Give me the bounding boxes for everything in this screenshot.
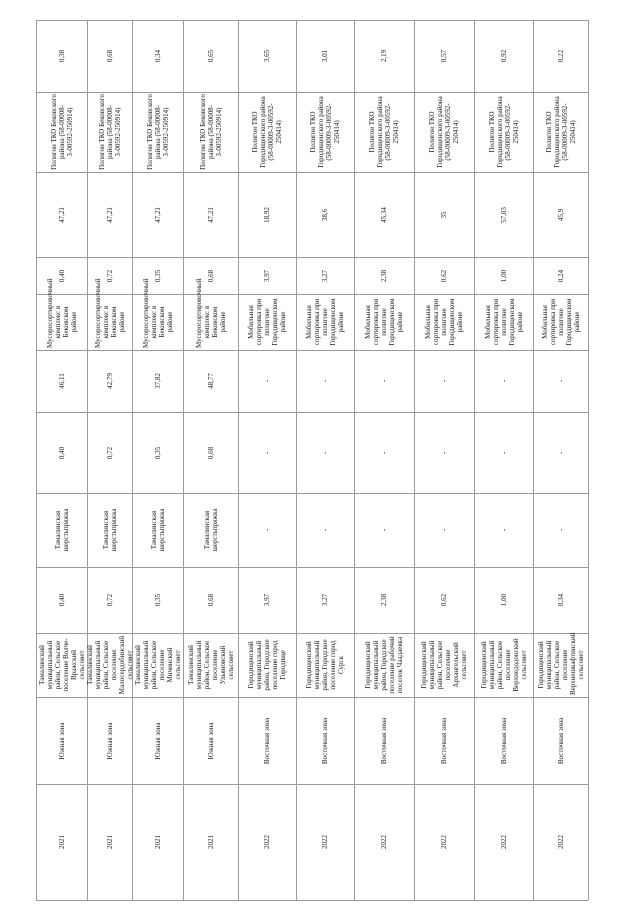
table-cell-municipality bbox=[132, 633, 183, 697]
table-cell-year bbox=[36, 784, 87, 900]
cell-text: 2022 bbox=[499, 835, 508, 849]
cell-text: 42,79 bbox=[105, 373, 114, 389]
cell-text: 47,21 bbox=[57, 206, 66, 223]
table-cell-operator bbox=[87, 493, 132, 567]
table-cell-facility bbox=[354, 294, 414, 350]
table-cell-mass4 bbox=[474, 20, 533, 92]
cell-text: 37,82 bbox=[153, 373, 162, 389]
cell-text: 45,9 bbox=[556, 208, 565, 221]
cell-text: 48,77 bbox=[206, 373, 215, 389]
cell-text: 0,22 bbox=[556, 49, 565, 63]
cell-text: Городищенский муниципальный район, Сельское поселение Архангельский сельсовет bbox=[420, 640, 468, 690]
table-cell-zone bbox=[132, 697, 183, 784]
table-cell-mass4 bbox=[183, 20, 238, 92]
table-cell-pct2 bbox=[414, 172, 474, 257]
cell-text: Мобильная сортировка при полигоне Городищенском районе bbox=[247, 298, 287, 346]
cell-text: Мусоросортировочный комплекс в Бековском районе bbox=[141, 278, 174, 348]
cell-text: Мобильная сортировка при полигоне Городищенском районе bbox=[540, 298, 581, 346]
table-cell-mass4 bbox=[533, 20, 588, 92]
cell-text: Мобильная сортировка при полигоне Городищенском районе bbox=[305, 298, 345, 346]
cell-text: 0,24 bbox=[556, 269, 565, 282]
cell-text: 2022 bbox=[440, 835, 448, 849]
cell-text: Городищенский муниципальный район, Сельское поселение Верхнедодонский сельсовет bbox=[479, 638, 528, 692]
cell-text: 0,40 bbox=[57, 269, 66, 282]
table-cell-mass2 bbox=[183, 412, 238, 493]
cell-text: 0,65 bbox=[206, 49, 215, 63]
cell-text: Полигон ТКО Бековского района (58-00008-З-00592-250914) bbox=[49, 94, 74, 170]
cell-text: 0,35 bbox=[153, 446, 162, 459]
table-cell-facility bbox=[296, 294, 354, 350]
cell-text: - bbox=[440, 528, 448, 532]
cell-text: Восточная зона bbox=[499, 717, 508, 764]
cell-text: Тамалинская шерстьпряжка bbox=[149, 508, 166, 552]
cell-text: Тамалинский муниципальный район, Сельское поселение Мичинский сельсовет bbox=[133, 640, 182, 690]
cell-text: 47,21 bbox=[206, 206, 215, 223]
cell-text: 0,62 bbox=[440, 269, 448, 282]
table-cell-mass1 bbox=[132, 567, 183, 633]
cell-text: - bbox=[263, 528, 271, 532]
table-cell-landfill bbox=[183, 92, 238, 172]
table-cell-landfill bbox=[354, 92, 414, 172]
table-cell-municipality bbox=[474, 633, 533, 697]
cell-text: - bbox=[440, 379, 448, 383]
table-cell-mass2 bbox=[414, 412, 474, 493]
table-cell-operator bbox=[132, 493, 183, 567]
table-cell-mass3 bbox=[132, 257, 183, 294]
table-cell-year bbox=[414, 784, 474, 900]
cell-text: Мусоросортировочный комплекс в Бековском районе bbox=[194, 278, 227, 348]
table-cell-municipality bbox=[296, 633, 354, 697]
table-cell-mass3 bbox=[533, 257, 588, 294]
table-cell-operator bbox=[533, 493, 588, 567]
cell-text: 2,38 bbox=[380, 269, 388, 282]
cell-text: Мобильная сортировка при полигоне Городищенском районе bbox=[364, 298, 404, 346]
table-cell-municipality bbox=[183, 633, 238, 697]
table-cell-zone bbox=[238, 697, 296, 784]
cell-text: 47,21 bbox=[105, 206, 114, 223]
cell-text: Южная зона bbox=[153, 721, 162, 760]
table-cell-mass1 bbox=[238, 567, 296, 633]
cell-text: 2021 bbox=[153, 835, 162, 849]
table-cell-municipality bbox=[354, 633, 414, 697]
table-cell-mass4 bbox=[238, 20, 296, 92]
cell-text: - bbox=[556, 379, 565, 383]
table-cell-pct1 bbox=[474, 350, 533, 412]
cell-text: Полигон ТКО Городищенского района (58-00009-З-00592-250414) bbox=[428, 96, 460, 168]
cell-text: - bbox=[321, 451, 329, 454]
cell-text: 3,01 bbox=[321, 49, 329, 63]
table-cell-municipality bbox=[533, 633, 588, 697]
table-cell-pct2 bbox=[474, 172, 533, 257]
cell-text: 2022 bbox=[263, 835, 271, 849]
table-cell-zone bbox=[87, 697, 132, 784]
cell-text: Тамалинский муниципальный район, Сельское поселение Волче-Вражский сельсовет bbox=[37, 638, 86, 692]
table-cell-mass1 bbox=[296, 567, 354, 633]
table-cell-landfill bbox=[87, 92, 132, 172]
table-cell-mass3 bbox=[414, 257, 474, 294]
table-cell-mass2 bbox=[474, 412, 533, 493]
table-cell-mass3 bbox=[36, 257, 87, 294]
table-cell-facility bbox=[183, 278, 238, 350]
cell-text: Мобильная сортировка при полигоне Городищенском районе bbox=[483, 298, 524, 346]
table-cell-mass1 bbox=[36, 567, 87, 633]
table-cell-mass3 bbox=[183, 257, 238, 294]
cell-text: Полигон ТКО Городищенского района (58-00009-З-00592-250414) bbox=[544, 96, 577, 168]
table-cell-landfill bbox=[132, 92, 183, 172]
cell-text: 3,27 bbox=[321, 269, 329, 282]
cell-text: 0,62 bbox=[440, 593, 448, 607]
table-cell-pct1 bbox=[132, 350, 183, 412]
cell-text: - bbox=[380, 379, 388, 383]
cell-text: 3,97 bbox=[263, 593, 271, 607]
table-cell-mass4 bbox=[132, 20, 183, 92]
cell-text: Полигон ТКО Городищенского района (58-00009-З-00592-250414) bbox=[487, 96, 520, 168]
cell-text: - bbox=[263, 451, 271, 454]
cell-text: Мусоросортировочный комплекс в Бековском районе bbox=[93, 278, 126, 348]
table-cell-mass4 bbox=[414, 20, 474, 92]
cell-text: - bbox=[499, 451, 508, 454]
cell-text: Восточная зона bbox=[556, 717, 565, 764]
table-cell-mass4 bbox=[354, 20, 414, 92]
table-cell-pct1 bbox=[36, 350, 87, 412]
cell-text: Полигон ТКО Городищенского района (58-00009-З-00592-250414) bbox=[251, 96, 283, 168]
table-cell-mass2 bbox=[296, 412, 354, 493]
table-cell-landfill bbox=[238, 92, 296, 172]
table-cell-facility bbox=[238, 294, 296, 350]
table-cell-year bbox=[183, 784, 238, 900]
cell-text: 0,40 bbox=[57, 446, 66, 459]
cell-text: Южная зона bbox=[105, 721, 114, 760]
table-cell-pct1 bbox=[296, 350, 354, 412]
table-cell-mass3 bbox=[354, 257, 414, 294]
cell-text: Мусоросортировочный комплекс в Бековском районе bbox=[45, 278, 78, 348]
table-cell-operator bbox=[296, 493, 354, 567]
table-cell-zone bbox=[414, 697, 474, 784]
cell-text: 0,92 bbox=[499, 49, 508, 63]
cell-text: - bbox=[556, 451, 565, 454]
table-cell-mass2 bbox=[533, 412, 588, 493]
table-cell-operator bbox=[354, 493, 414, 567]
cell-text: Полигон ТКО Бековского района (58-00008-З-00592-250914) bbox=[97, 94, 122, 170]
table-cell-operator bbox=[474, 493, 533, 567]
table-cell-pct2 bbox=[296, 172, 354, 257]
table-cell-zone bbox=[183, 697, 238, 784]
cell-text: 0,40 bbox=[57, 593, 66, 607]
cell-text: Полигон ТКО Бековского района (58-00008-З-00592-250914) bbox=[145, 94, 170, 170]
cell-text: 2021 bbox=[105, 835, 114, 849]
table-cell-year bbox=[533, 784, 588, 900]
cell-text: 2022 bbox=[380, 835, 388, 849]
table-cell-pct2 bbox=[533, 172, 588, 257]
table-cell-municipality bbox=[238, 633, 296, 697]
cell-text: Тамалинская шерстьпряжка bbox=[101, 508, 118, 552]
cell-text: - bbox=[263, 379, 271, 383]
cell-text: - bbox=[321, 379, 329, 383]
table-cell-pct2 bbox=[183, 172, 238, 257]
cell-text: 2022 bbox=[556, 835, 565, 849]
table-cell-mass4 bbox=[36, 20, 87, 92]
table-cell-pct2 bbox=[238, 172, 296, 257]
cell-text: Восточная зона bbox=[321, 717, 329, 764]
table-cell-mass4 bbox=[87, 20, 132, 92]
cell-text: Полигон ТКО Бековского района (58-00008-З-00592-250914) bbox=[198, 94, 223, 170]
table-cell-operator bbox=[238, 493, 296, 567]
table-cell-mass1 bbox=[87, 567, 132, 633]
table-cell-zone bbox=[354, 697, 414, 784]
cell-text: 0,72 bbox=[105, 593, 114, 607]
cell-text: 0,68 bbox=[206, 269, 215, 282]
cell-text: 0,38 bbox=[57, 49, 66, 63]
table-cell-operator bbox=[183, 493, 238, 567]
cell-text: 0,68 bbox=[206, 446, 215, 459]
cell-text: Восточная зона bbox=[263, 717, 271, 764]
cell-text: 0,34 bbox=[556, 593, 565, 607]
grid-line-horizontal bbox=[36, 900, 588, 901]
table-cell-mass2 bbox=[354, 412, 414, 493]
cell-text: Восточная зона bbox=[380, 717, 388, 764]
cell-text: Городищенский муниципальный район, Сельское поселение Верхнешкафтинский сельсовет bbox=[536, 632, 585, 695]
table-cell-zone bbox=[533, 697, 588, 784]
cell-text: 0,35 bbox=[153, 593, 162, 607]
cell-text: 0,72 bbox=[105, 446, 114, 459]
cell-text: Тамалинский муниципальный район, Сельское поселение Ульяновский сельсовет bbox=[186, 640, 235, 690]
table-cell-pct1 bbox=[183, 350, 238, 412]
table-cell-operator bbox=[36, 493, 87, 567]
cell-text: 0,57 bbox=[440, 49, 448, 63]
table-cell-pct1 bbox=[354, 350, 414, 412]
cell-text: Мобильная сортировка при полигоне Городищенском районе bbox=[424, 298, 464, 346]
table-cell-mass1 bbox=[414, 567, 474, 633]
cell-text: 0,68 bbox=[206, 593, 215, 607]
cell-text: - bbox=[321, 528, 329, 532]
table-cell-mass3 bbox=[474, 257, 533, 294]
table-cell-mass3 bbox=[296, 257, 354, 294]
cell-text: - bbox=[499, 528, 508, 532]
table-cell-mass4 bbox=[296, 20, 354, 92]
table-cell-pct1 bbox=[414, 350, 474, 412]
cell-text: 47,21 bbox=[153, 206, 162, 223]
cell-text: 2,38 bbox=[380, 593, 388, 607]
cell-text: 18,92 bbox=[263, 206, 271, 223]
table-cell-landfill bbox=[36, 92, 87, 172]
cell-text: 3,97 bbox=[263, 269, 271, 282]
cell-text: 45,34 bbox=[380, 206, 388, 223]
cell-text: 2,19 bbox=[380, 49, 388, 63]
cell-text: - bbox=[380, 528, 388, 532]
cell-text: - bbox=[440, 451, 448, 454]
cell-text: Южная зона bbox=[206, 721, 215, 760]
table-cell-facility bbox=[36, 278, 87, 350]
cell-text: 2021 bbox=[206, 835, 215, 849]
cell-text: Тамалинская шерстьпряжка bbox=[53, 508, 70, 552]
table-cell-municipality bbox=[36, 633, 87, 697]
table-cell-zone bbox=[296, 697, 354, 784]
table-cell-pct2 bbox=[132, 172, 183, 257]
cell-text: 46,11 bbox=[57, 373, 66, 389]
grid-line-vertical bbox=[588, 20, 589, 900]
table-cell-pct2 bbox=[87, 172, 132, 257]
table-cell-mass1 bbox=[474, 567, 533, 633]
cell-text: 0,35 bbox=[153, 269, 162, 282]
cell-text: Полигон ТКО Городищенского района (58-00009-З-00592-250414) bbox=[309, 96, 341, 168]
cell-text: Городищенский муниципальный район, Городское поселение город Сурск bbox=[305, 639, 345, 691]
table-cell-zone bbox=[36, 697, 87, 784]
cell-text: Полигон ТКО Городищенского района (58-00009-З-00592-250414) bbox=[368, 96, 400, 168]
table-cell-pct1 bbox=[87, 350, 132, 412]
cell-text: 3,27 bbox=[321, 593, 329, 607]
table-cell-pct1 bbox=[238, 350, 296, 412]
table-cell-mass2 bbox=[132, 412, 183, 493]
table-cell-mass1 bbox=[354, 567, 414, 633]
table-cell-mass3 bbox=[238, 257, 296, 294]
table-cell-landfill bbox=[414, 92, 474, 172]
cell-text: 0,68 bbox=[105, 49, 114, 63]
cell-text: Городищенский муниципальный район, Городское поселение город Городище bbox=[247, 639, 287, 691]
cell-text: 0,72 bbox=[105, 269, 114, 282]
table-cell-facility bbox=[474, 294, 533, 350]
cell-text: Городищенский муниципальный район, Городское поселение рабочий поселок Чаадаевка bbox=[364, 636, 404, 694]
table-cell-facility bbox=[87, 278, 132, 350]
cell-text: 57,03 bbox=[499, 206, 508, 223]
cell-text: 38,6 bbox=[321, 208, 329, 221]
cell-text: Южная зона bbox=[57, 721, 66, 760]
table-cell-mass2 bbox=[36, 412, 87, 493]
table-cell-zone bbox=[474, 697, 533, 784]
cell-text: 1,00 bbox=[499, 593, 508, 607]
table-cell-year bbox=[474, 784, 533, 900]
table-cell-year bbox=[296, 784, 354, 900]
table-cell-year bbox=[238, 784, 296, 900]
table-cell-year bbox=[132, 784, 183, 900]
table-cell-facility bbox=[132, 278, 183, 350]
table-cell-year bbox=[87, 784, 132, 900]
table-cell-facility bbox=[414, 294, 474, 350]
table-cell-landfill bbox=[474, 92, 533, 172]
cell-text: 0,34 bbox=[153, 49, 162, 63]
cell-text: 2021 bbox=[57, 835, 66, 849]
table-cell-mass2 bbox=[87, 412, 132, 493]
cell-text: 2022 bbox=[321, 835, 329, 849]
table-cell-facility bbox=[533, 294, 588, 350]
table-cell-pct2 bbox=[36, 172, 87, 257]
cell-text: - bbox=[380, 451, 388, 454]
table-cell-mass1 bbox=[183, 567, 238, 633]
cell-text: Восточная зона bbox=[440, 717, 448, 764]
table-cell-pct1 bbox=[533, 350, 588, 412]
cell-text: 3,65 bbox=[263, 49, 271, 63]
table-cell-landfill bbox=[296, 92, 354, 172]
table-cell-municipality bbox=[414, 633, 474, 697]
cell-text: - bbox=[499, 379, 508, 383]
cell-text: 35 bbox=[440, 211, 448, 218]
table-cell-landfill bbox=[533, 92, 588, 172]
table-cell-pct2 bbox=[354, 172, 414, 257]
table-cell-mass2 bbox=[238, 412, 296, 493]
table-cell-year bbox=[354, 784, 414, 900]
cell-text: 1,00 bbox=[499, 269, 508, 282]
table-cell-mass3 bbox=[87, 257, 132, 294]
cell-text: - bbox=[556, 528, 565, 532]
cell-text: Тамалинский муниципальный район, Сельское поселение Малосердобинский сельсовет bbox=[85, 635, 134, 695]
table-cell-operator bbox=[414, 493, 474, 567]
table-cell-municipality bbox=[87, 633, 132, 697]
cell-text: Тамалинская шерстьпряжка bbox=[202, 508, 219, 552]
table-cell-mass1 bbox=[533, 567, 588, 633]
